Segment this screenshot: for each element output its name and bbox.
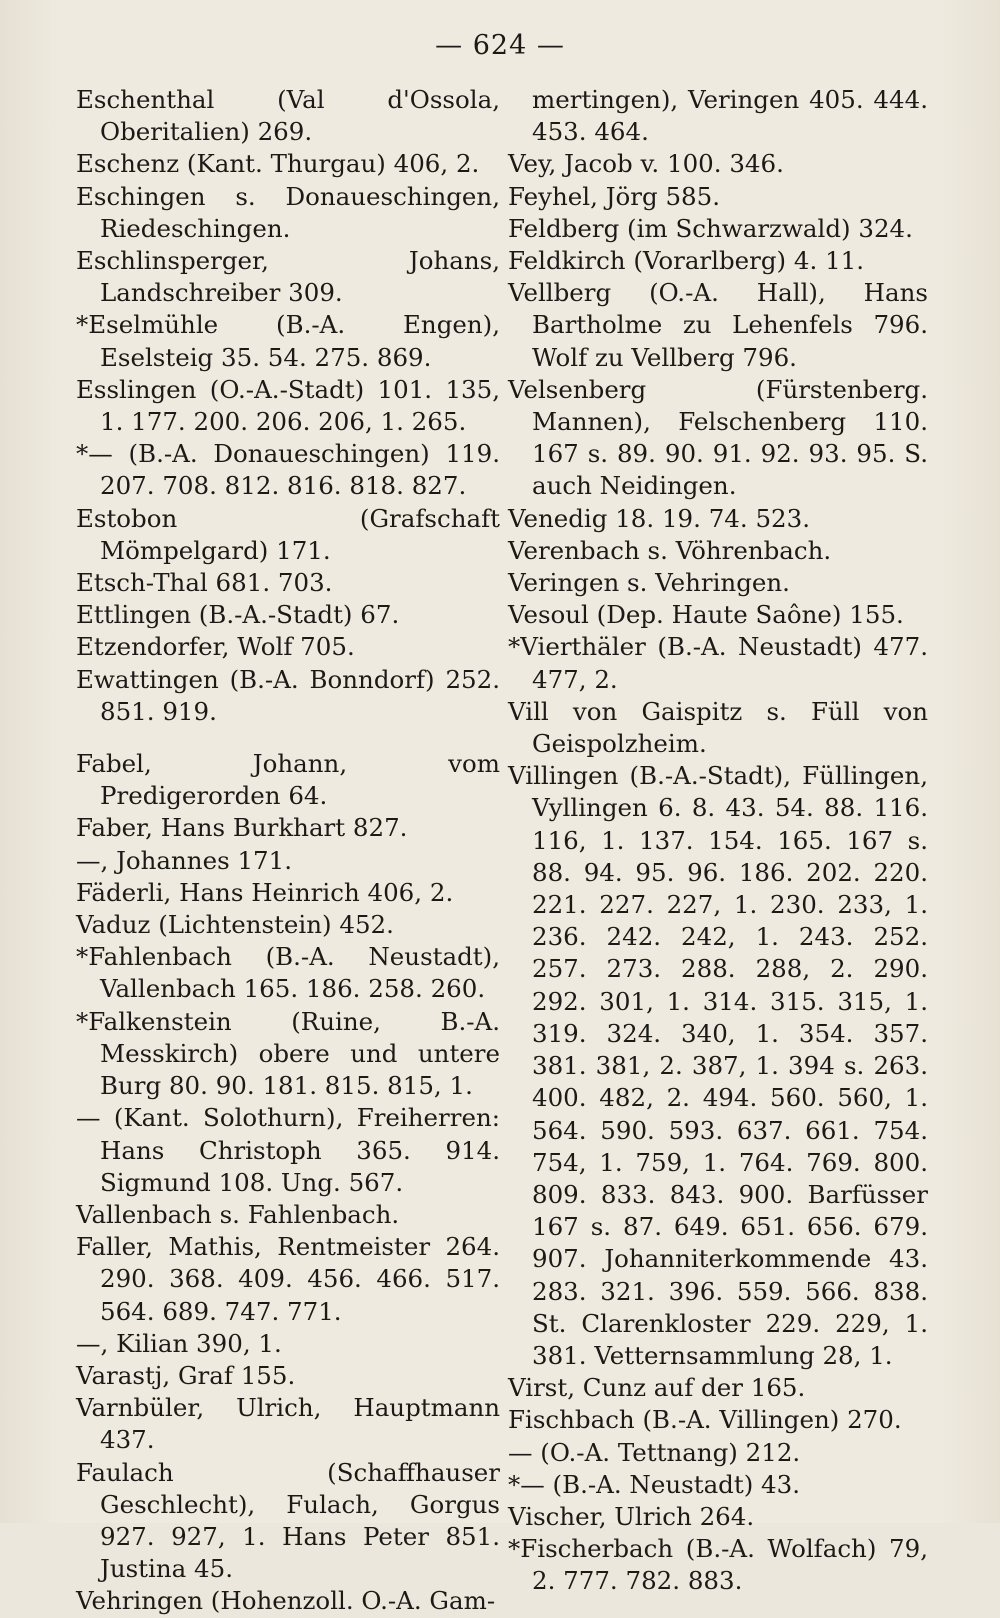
page-number: — 624 — [435, 30, 565, 61]
index-entry: Vesoul (Dep. Haute Saône) 155. [508, 600, 904, 630]
index-entry: Fabel, Johann, vom Predigerorden 64. [76, 749, 500, 811]
index-entry: Velsenberg (Fürstenberg. Mannen), Felschenberg 110. 167 s. 89. 90. 91. 92. 93. 95. S. auch Neidingen. [508, 374, 928, 501]
index-entry: Eschenz (Kant. Thurgau) 406, 2. [76, 149, 480, 179]
index-entry: *— (B.-A. Neustadt) 43. [508, 1469, 801, 1499]
right-column [508, 84, 928, 1598]
index-entry: Vey, Jacob v. 100. 346. [508, 149, 784, 179]
index-entry: *Fahlenbach (B.-A. Neustadt), Vallenbach 165. 186. 258. 260. [76, 942, 500, 1004]
index-entry: Vallenbach s. Fahlenbach. [76, 1199, 400, 1229]
index-entry: Etzendorfer, Wolf 705. [76, 632, 355, 662]
index-entry: Vellberg (O.-A. Hall), Hans Bartholme zu Lehenfels 796. Wolf zu Vellberg 796. [508, 278, 928, 372]
index-entry: Vehringen (Hohenzoll. O.-A. Gam- [76, 1586, 496, 1616]
index-entry: Feldkirch (Vorarlberg) 4. 11. [508, 246, 865, 276]
index-entry: Fäderli, Hans Heinrich 406, 2. [76, 877, 454, 907]
index-entry: *Eselmühle (B.-A. Engen), Eselsteig 35. 54. 275. 869. [76, 310, 500, 372]
left-column [76, 84, 500, 1618]
index-entry: Ettlingen (B.-A.-Stadt) 67. [76, 600, 400, 630]
index-entry: Estobon (Grafschaft Mömpelgard) 171. [76, 503, 500, 565]
index-entry: Villingen (B.-A.-Stadt), Füllingen, Vyllingen 6. 8. 43. 54. 88. 116. 116, 1. 137. 154. 165. 167 s. 88. 94. 95. 96. 186. 202. 220. 221. 227. 227, 1. 230. 233, 1. 236. 242. 242, 1. 243. 252. 257. 273. 288. 288, 2. 290. 292. 301, 1. 314. 315. 315, 1. 319. 324. 340, 1. 354. 357. 381. 381, 2. 387, 1. 394 s. 263. 400. 482, 2. 494. 560. 560, 1. 564. 590. 593. 637. 661. 754. 754, 1. 759, 1. 764. 769. 800. 809. 833. 843. 900. Barfüsser 167 s. 87. 649. 651. 656. 679. 907. Johanniterkommende 43. 283. 321. 396. 559. 566. 838. St. Clarenkloster 229. 229, 1. 381. Vetternsammlung 28, 1. [508, 761, 928, 1370]
index-entry: Virst, Cunz auf der 165. [508, 1373, 806, 1403]
index-entry: Faber, Hans Burkhart 827. [76, 813, 408, 843]
index-entry: *— (B.-A. Donaueschingen) 119. 207. 708. 812. 816. 818. 827. [76, 439, 500, 501]
index-entry: — (Kant. Solothurn), Freiherren: Hans Christoph 365. 914. Sigmund 108. Ung. 567. [76, 1103, 500, 1197]
index-entry: Feldberg (im Schwarzwald) 324. [508, 213, 913, 243]
index-entry: *Falkenstein (Ruine, B.-A. Messkirch) obere und untere Burg 80. 90. 181. 815. 815, 1. [76, 1006, 500, 1101]
index-entry: Veringen s. Vehringen. [508, 568, 790, 598]
index-entry: Esslingen (O.-A.-Stadt) 101. 135, 1. 177. 200. 206. 206, 1. 265. [76, 374, 500, 437]
index-entry: Vill von Gaispitz s. Füll von Geispolzheim. [508, 696, 928, 759]
index-entry-continued: mertingen), Veringen 405. 444. 453. 464. [532, 85, 928, 147]
index-entry: Eschenthal (Val d'Ossola, Oberitalien) 269. [76, 85, 500, 147]
index-entry: Etsch-Thal 681. 703. [76, 568, 333, 598]
index-entry: Faulach (Schaffhauser Geschlecht), Fulach, Gorgus 927. 927, 1. Hans Peter 851. Justina 45. [76, 1457, 500, 1584]
index-entry: *Vierthäler (B.-A. Neustadt) 477. 477, 2. [508, 632, 928, 694]
index-entry: Venedig 18. 19. 74. 523. [508, 503, 811, 533]
index-entry: —, Johannes 171. [76, 845, 293, 875]
index-entry: Verenbach s. Vöhrenbach. [508, 535, 832, 565]
index-entry: Varastj, Graf 155. [76, 1360, 296, 1390]
index-entry: Feyhel, Jörg 585. [508, 181, 720, 211]
index-entry: Ewattingen (B.-A. Bonndorf) 252. 851. 919. [76, 664, 500, 726]
index-entry: Eschingen s. Donaueschingen, Riedeschingen. [76, 181, 500, 243]
index-entry: Fischbach (B.-A. Villingen) 270. [508, 1405, 902, 1435]
index-entry: Eschlinsperger, Johans, Landschreiber 309. [76, 246, 500, 308]
index-entry: Vischer, Ulrich 264. [508, 1501, 755, 1531]
index-entry: Faller, Mathis, Rentmeister 264. 290. 368. 409. 456. 466. 517. 564. 689. 747. 771. [76, 1232, 500, 1326]
index-entry: Varnbüler, Ulrich, Hauptmann 437. [76, 1393, 500, 1455]
index-entry: — (O.-A. Tettnang) 212. [508, 1437, 801, 1467]
index-entry: —, Kilian 390, 1. [76, 1328, 282, 1358]
index-entry: Vaduz (Lichtenstein) 452. [76, 910, 394, 940]
index-entry: *Fischerbach (B.-A. Wolfach) 79, 2. 777. 782. 883. [508, 1534, 928, 1596]
